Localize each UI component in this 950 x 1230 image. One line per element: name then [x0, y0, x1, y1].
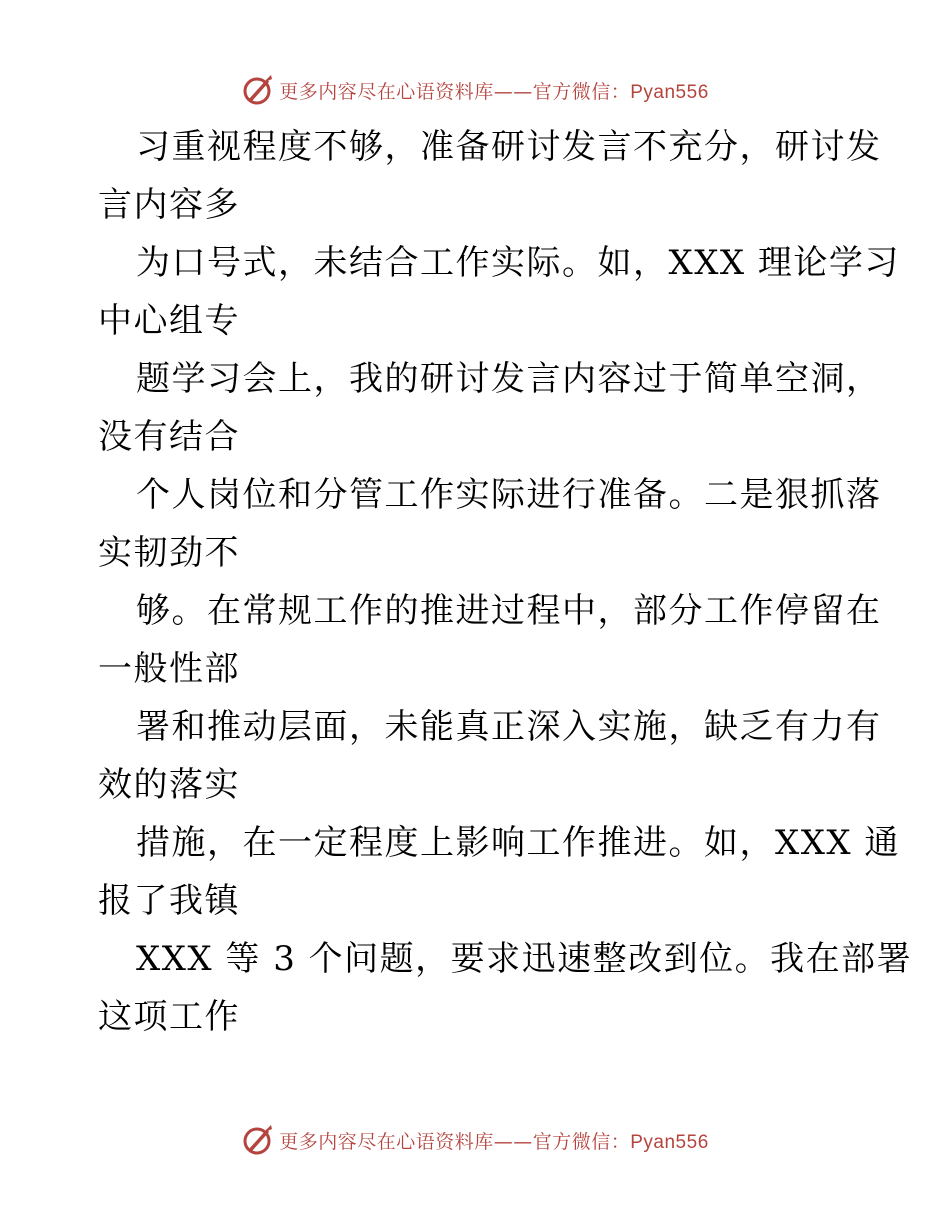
header-banner-text — [279, 77, 709, 104]
header-banner — [0, 70, 950, 110]
body-line: 习重视程度不够，准备研讨发言不充分，研讨发 — [136, 127, 882, 167]
body-line: XXX 等 3 个问题，要求迅速整改到位。我在部署 — [136, 939, 913, 979]
body-line: 署和推动层面，未能真正深入实施，缺乏有力有 — [136, 707, 882, 747]
body-line: 一般性部 — [98, 649, 240, 689]
footer-wechat-id: Pyan556 — [630, 1131, 709, 1153]
document-body — [98, 118, 913, 1046]
quill-logo-icon — [241, 73, 275, 107]
body-line: 中心组专 — [98, 301, 240, 341]
footer-site-name: 更多内容尽在心语资料库 — [279, 1130, 494, 1153]
header-wechat-label: 官方微信： — [532, 80, 631, 103]
footer-wechat-label: 官方微信： — [532, 1130, 631, 1153]
body-line: 报了我镇 — [98, 881, 240, 921]
header-wechat-id: Pyan556 — [630, 81, 709, 103]
footer-banner — [0, 1120, 950, 1160]
body-line: 实韧劲不 — [98, 533, 240, 573]
quill-logo-icon — [241, 1123, 275, 1157]
body-line: 个人岗位和分管工作实际进行准备。二是狠抓落 — [136, 475, 882, 515]
body-line: 这项工作 — [98, 997, 240, 1037]
body-line: 没有结合 — [98, 417, 240, 457]
footer-separator: —— — [493, 1130, 533, 1153]
footer-banner-text — [279, 1127, 709, 1154]
body-line: 为口号式，未结合工作实际。如，XXX 理论学习 — [136, 243, 900, 283]
body-line: 题学习会上，我的研讨发言内容过于简单空洞， — [136, 359, 882, 399]
header-site-name: 更多内容尽在心语资料库 — [279, 80, 494, 103]
body-line: 效的落实 — [98, 765, 240, 805]
body-line: 够。在常规工作的推进过程中，部分工作停留在 — [136, 591, 882, 631]
body-line: 措施，在一定程度上影响工作推进。如，XXX 通 — [136, 823, 900, 863]
body-line: 言内容多 — [98, 185, 240, 225]
header-separator: —— — [493, 80, 533, 103]
